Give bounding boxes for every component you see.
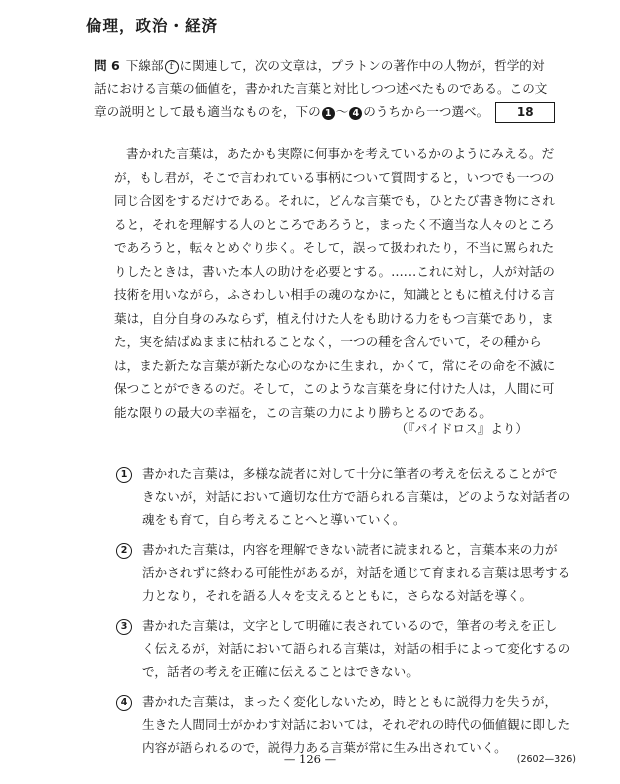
choice-line: 力となり，それを語る人々を支えるとともに，さらなる対話を導く。 [142,588,533,603]
passage-line: 技術を用いながら，ふさわしい相手の魂のなかに，知識とともに植え付ける言 [114,287,555,302]
choice-line: で，話者の考えを正確に伝えることはできない。 [142,664,419,679]
choice-line: 内容が語られるので，説得力ある言葉が常に生み出されていく。 [142,740,507,755]
choice-3[interactable] [116,614,571,683]
passage-line: 保つことができるのだ。そして，このような言葉を身に付けた人は，人間に可 [114,381,555,396]
choice-line: 書かれた言葉は，多様な読者に対して十分に筆者の考えを伝えることがで [142,466,558,481]
choice-1[interactable] [116,462,571,531]
passage-line: ると，それを理解する人のところであろうと，まったく不適当な人々のところ [114,216,555,232]
passage-line: であろうと，転々とめぐり歩く。そして，誤って扱われたり，不当に罵られた [114,240,555,255]
answer-number-box[interactable]: 18 [495,102,555,123]
choice-line: く伝えるが，対話において語られる言葉は，対話の相手によって変化するの [142,641,571,656]
question-text-2: に関連して，次の文章は，プラトンの著作中の人物が，哲学的対話における言葉の価値を，書かれた言葉と対比しつつ述べたものである。この文章の説明として最も適当なものを，下の [94,58,548,119]
range-start-marker: 1 [322,107,335,120]
passage-line: が，もし君が，そこで言われている事柄について質問すると，いつでも一つの [114,169,555,185]
passage-line: 葉は，自分自身のみならず，植え付けた人をも助ける力をもつ言葉であり，ま [114,310,554,326]
range-separator: ～ [335,104,349,119]
choice-line: 書かれた言葉は，まったく変化しないため，時とともに説得力を失うが， [142,694,558,709]
passage-source: （『パイドロス』より） [395,421,528,436]
choice-line: 生きた人間同士がかわす対話においては，それぞれの時代の価値観に即した [142,717,571,732]
choice-line: きないが，対話において適切な仕方で語られる言葉は，どのような対話者の [142,489,571,504]
question-text-3: のうちから一つ選べ。 [363,104,490,119]
choice-4[interactable] [116,690,571,759]
choice-number-icon: 4 [116,695,132,711]
page-code: (2602—326) [516,754,576,765]
question-text-1: 下線部 [125,58,164,73]
quoted-passage [114,142,556,424]
section-header: 倫理，政治・経済 [86,17,219,35]
underline-marker: ｆ [165,60,179,74]
choice-line: 活かされずに終わる可能性があるが，対話を通じて育まれる言葉は思考する [142,565,571,580]
choice-line: 書かれた言葉は，文字として明確に表されているので，筆者の考えを正し [142,618,558,633]
passage-line: りしたときは，書いた本人の助けを必要とする。……これに対し，人が対話の [114,263,555,279]
choice-2[interactable] [116,538,571,607]
choice-number-icon: 2 [116,543,132,559]
range-end-marker: 4 [349,107,362,120]
answer-choices [116,462,571,766]
choice-number-icon: 1 [116,467,132,483]
choice-line: 魂をも育て，自ら考えることへと導いていく。 [142,512,406,527]
passage-line: は，また新たな言葉が新たな心のなかに生まれ，かくて，常にその命を不滅に [114,357,556,373]
passage-line: 能な限りの最大の幸福を，この言葉の力により勝ちとるのである。 [114,404,492,420]
passage-line: 書かれた言葉は，あたかも実際に何事かを考えているかのようにみえる。だ [126,146,555,161]
choice-number-icon: 3 [116,619,132,635]
page-number: — 126 — [283,752,337,766]
question-label: 問 6 [94,58,120,73]
question-prompt [94,54,556,123]
passage-line: た，実を結ばぬままに枯れることなく，一つの種を含んでいて，その種から [114,334,542,349]
passage-line: 同じ合図をするだけである。それに，どんな言葉でも，ひとたび書き物にされ [114,193,555,208]
choice-line: 書かれた言葉は，内容を理解できない読者に読まれると，言葉本来の力が [142,542,558,557]
